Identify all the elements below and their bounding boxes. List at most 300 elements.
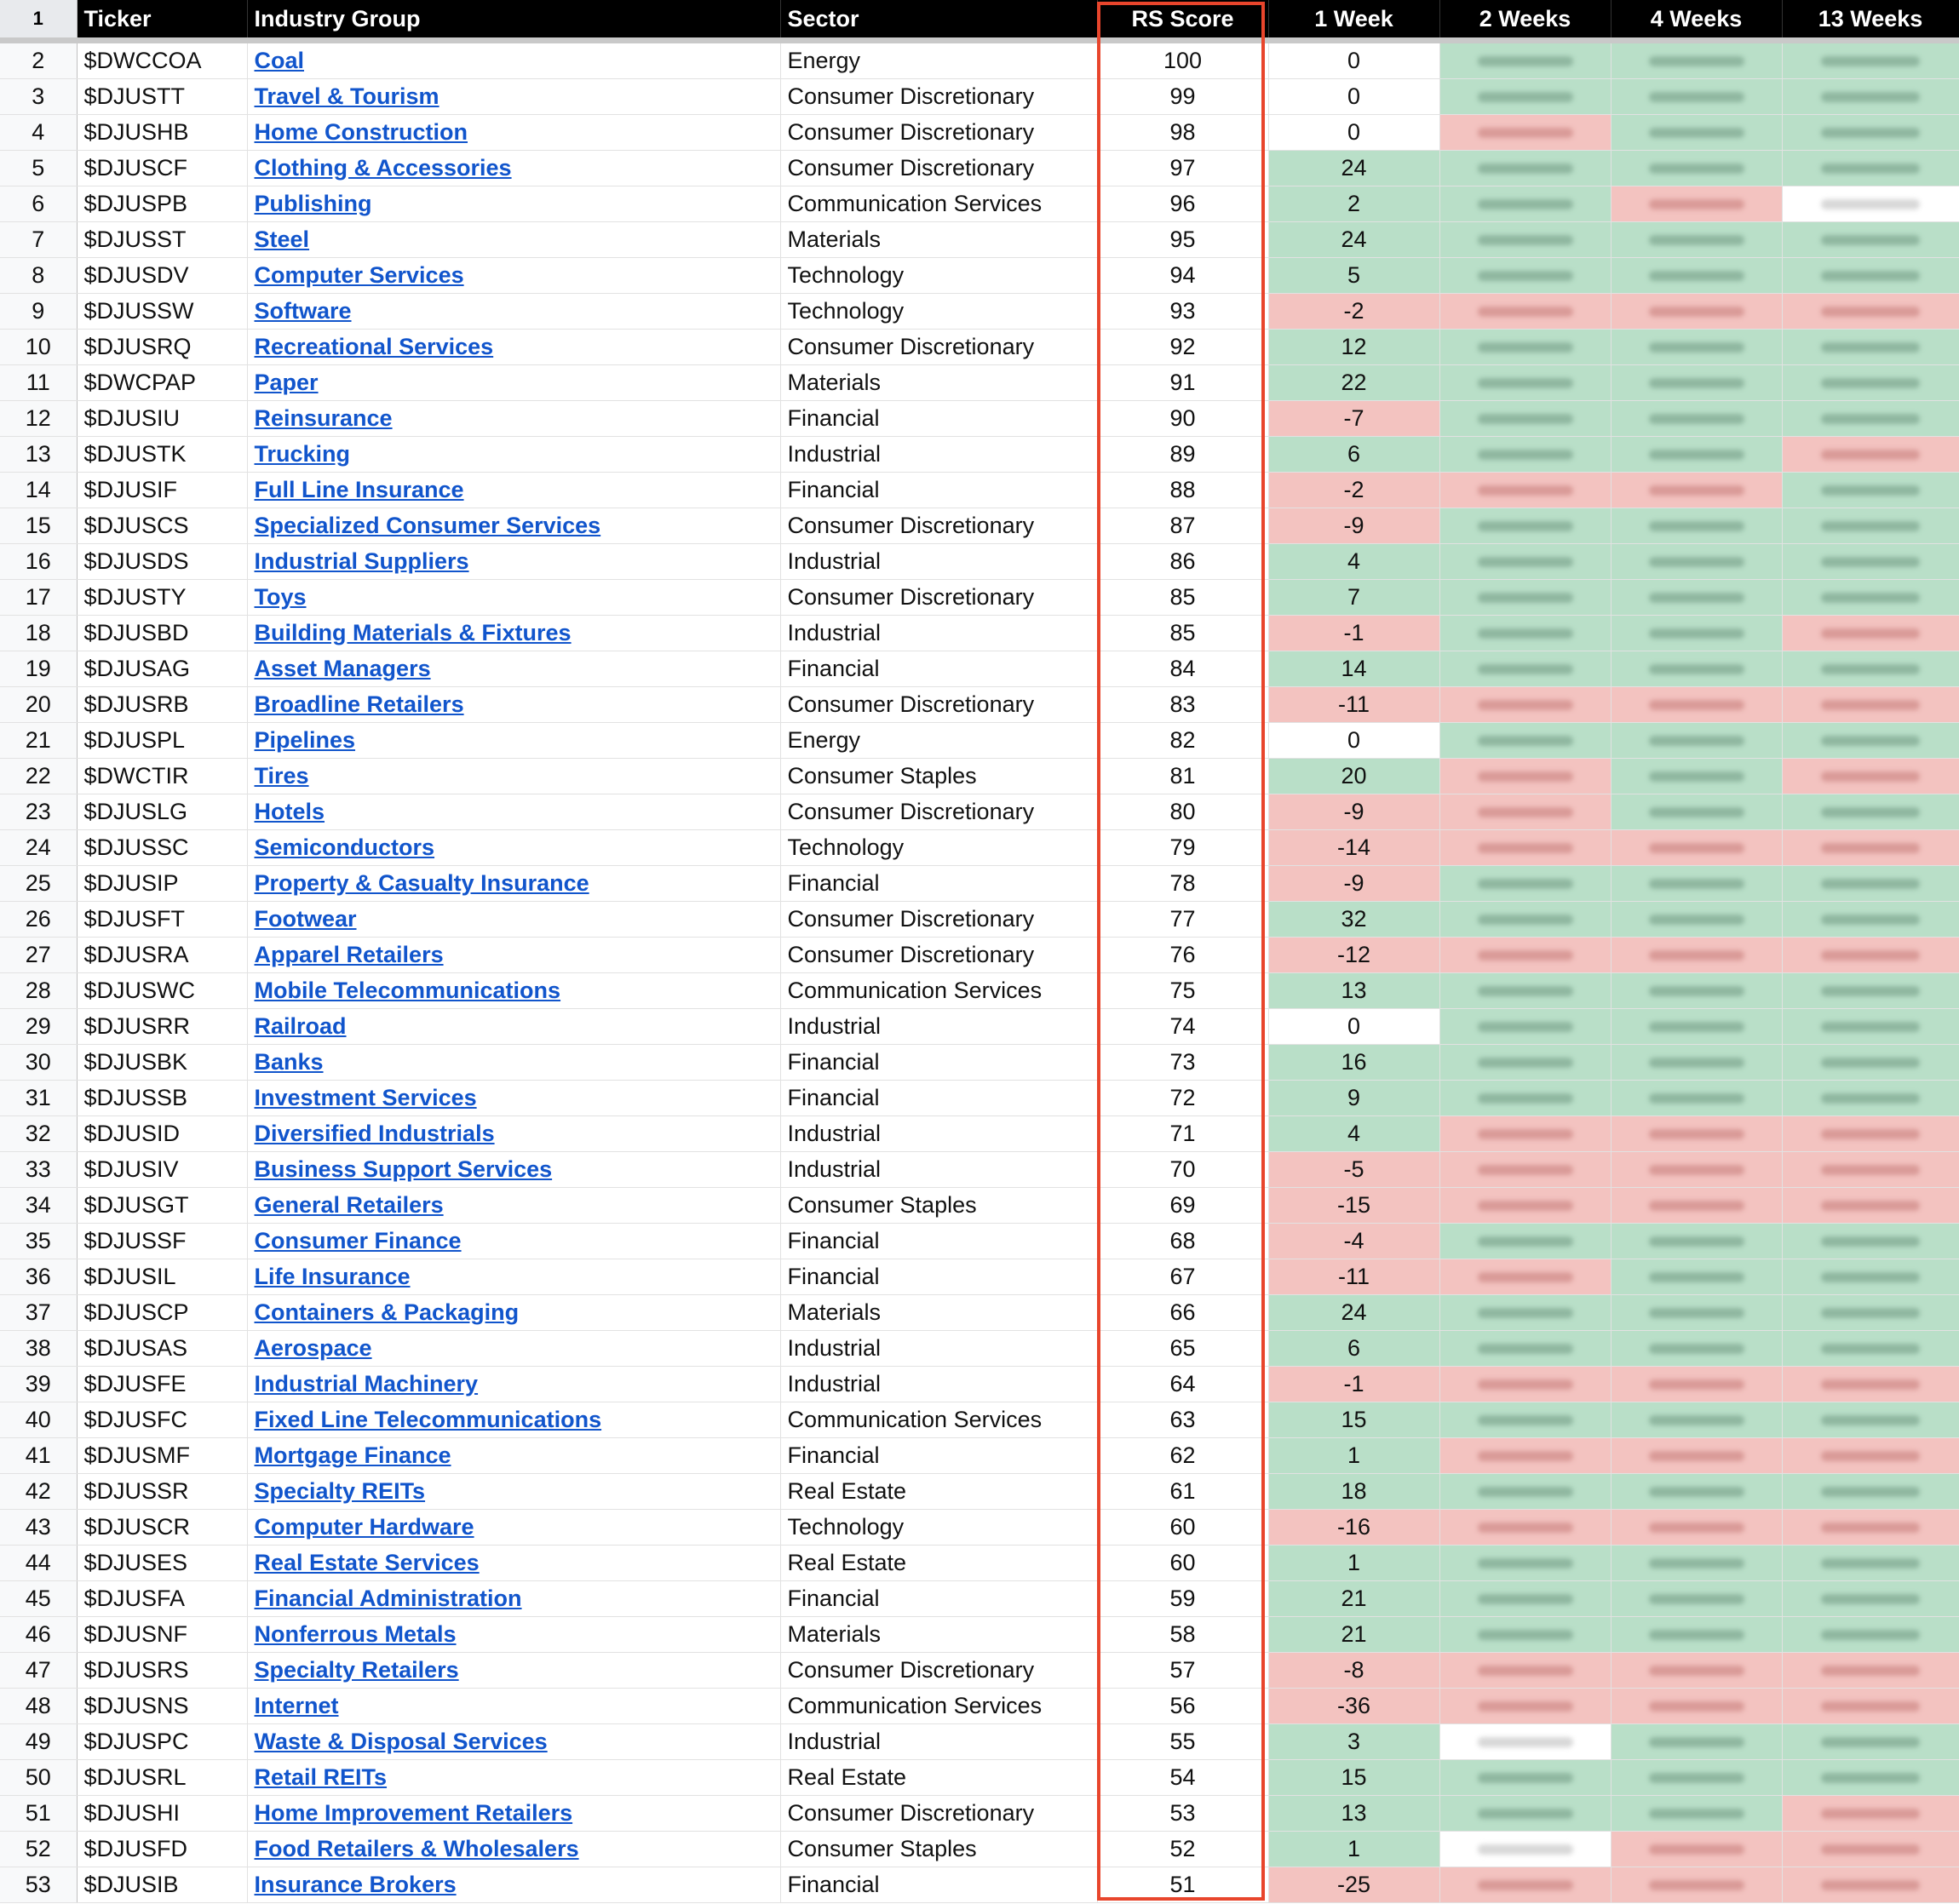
one-week-change-cell[interactable]: 24 [1268,1295,1439,1331]
thirteen-weeks-change-cell[interactable] [1782,1331,1959,1367]
two-weeks-change-cell[interactable] [1439,687,1611,723]
one-week-change-cell[interactable]: 0 [1268,1009,1439,1045]
two-weeks-change-cell[interactable] [1439,1689,1611,1724]
rs-score-cell[interactable]: 85 [1097,616,1268,651]
rs-score-cell[interactable]: 68 [1097,1224,1268,1259]
row-number[interactable]: 52 [0,1832,77,1867]
industry-group-link[interactable]: Steel [254,227,310,252]
row-number[interactable]: 37 [0,1295,77,1331]
two-weeks-change-cell[interactable] [1439,973,1611,1009]
one-week-change-cell[interactable]: 0 [1268,79,1439,115]
thirteen-weeks-change-cell[interactable] [1782,1760,1959,1796]
sector-cell[interactable]: Communication Services [780,973,1097,1009]
four-weeks-change-cell[interactable] [1611,473,1782,508]
rs-score-cell[interactable]: 82 [1097,723,1268,759]
ticker-cell[interactable]: $DWCTIR [77,759,247,794]
sector-cell[interactable]: Industrial [780,437,1097,473]
four-weeks-change-cell[interactable] [1611,1617,1782,1653]
one-week-change-cell[interactable]: -8 [1268,1653,1439,1689]
industry-group-link[interactable]: Trucking [254,441,351,467]
four-weeks-change-cell[interactable] [1611,580,1782,616]
row-number[interactable]: 20 [0,687,77,723]
industry-group-link[interactable]: Business Support Services [254,1156,553,1182]
two-weeks-change-cell[interactable] [1439,616,1611,651]
four-weeks-change-cell[interactable] [1611,1224,1782,1259]
row-number[interactable]: 40 [0,1402,77,1438]
thirteen-weeks-change-cell[interactable] [1782,1152,1959,1188]
rs-score-cell[interactable]: 53 [1097,1796,1268,1832]
row-number[interactable]: 45 [0,1581,77,1617]
thirteen-weeks-change-cell[interactable] [1782,1009,1959,1045]
rs-score-cell[interactable]: 72 [1097,1081,1268,1116]
sector-cell[interactable]: Consumer Discretionary [780,687,1097,723]
one-week-change-cell[interactable]: 18 [1268,1474,1439,1510]
industry-group-cell[interactable] [247,651,780,687]
row-number[interactable]: 36 [0,1259,77,1295]
two-weeks-change-cell[interactable] [1439,544,1611,580]
ticker-cell[interactable]: $DJUSBK [77,1045,247,1081]
four-weeks-change-cell[interactable] [1611,1796,1782,1832]
industry-group-link[interactable]: Insurance Brokers [254,1872,457,1897]
two-weeks-change-cell[interactable] [1439,508,1611,544]
rs-score-cell[interactable]: 96 [1097,186,1268,222]
four-weeks-change-cell[interactable] [1611,330,1782,365]
industry-group-link[interactable]: Specialty REITs [254,1478,426,1504]
four-weeks-change-cell[interactable] [1611,437,1782,473]
rs-score-cell[interactable]: 70 [1097,1152,1268,1188]
ticker-cell[interactable]: $DJUSSB [77,1081,247,1116]
thirteen-weeks-change-cell[interactable] [1782,1259,1959,1295]
rs-score-cell[interactable]: 90 [1097,401,1268,437]
row-number[interactable]: 30 [0,1045,77,1081]
two-weeks-change-cell[interactable] [1439,830,1611,866]
two-weeks-change-cell[interactable] [1439,1546,1611,1581]
thirteen-weeks-change-cell[interactable] [1782,1367,1959,1402]
sector-cell[interactable]: Energy [780,41,1097,79]
row-number[interactable]: 43 [0,1510,77,1546]
industry-group-cell[interactable] [247,115,780,151]
industry-group-link[interactable]: Paper [254,370,319,395]
industry-group-cell[interactable] [247,1331,780,1367]
row-number[interactable]: 9 [0,294,77,330]
thirteen-weeks-change-cell[interactable] [1782,1224,1959,1259]
industry-group-link[interactable]: Industrial Machinery [254,1371,479,1396]
sector-cell[interactable]: Consumer Discretionary [780,151,1097,186]
row-number[interactable]: 19 [0,651,77,687]
industry-group-link[interactable]: Containers & Packaging [254,1299,520,1325]
row-number[interactable]: 48 [0,1689,77,1724]
rs-score-cell[interactable]: 74 [1097,1009,1268,1045]
ticker-cell[interactable]: $DJUSRL [77,1760,247,1796]
ticker-cell[interactable]: $DJUSCP [77,1295,247,1331]
one-week-change-cell[interactable]: 20 [1268,759,1439,794]
rs-score-cell[interactable]: 73 [1097,1045,1268,1081]
thirteen-weeks-change-cell[interactable] [1782,1045,1959,1081]
row-number[interactable]: 18 [0,616,77,651]
industry-group-link[interactable]: Mortgage Finance [254,1442,451,1468]
thirteen-weeks-change-cell[interactable] [1782,544,1959,580]
thirteen-weeks-change-cell[interactable] [1782,1689,1959,1724]
one-week-change-cell[interactable]: -12 [1268,938,1439,973]
ticker-cell[interactable]: $DJUSCF [77,151,247,186]
one-week-change-cell[interactable]: 4 [1268,1116,1439,1152]
rs-score-cell[interactable]: 64 [1097,1367,1268,1402]
four-weeks-header[interactable]: 4 Weeks [1611,0,1782,41]
one-week-change-cell[interactable]: -14 [1268,830,1439,866]
one-week-change-cell[interactable]: -9 [1268,794,1439,830]
sector-cell[interactable]: Financial [780,473,1097,508]
row-number[interactable]: 25 [0,866,77,902]
four-weeks-change-cell[interactable] [1611,1009,1782,1045]
rs-score-cell[interactable]: 59 [1097,1581,1268,1617]
one-week-change-cell[interactable]: 21 [1268,1617,1439,1653]
four-weeks-change-cell[interactable] [1611,1259,1782,1295]
row-number[interactable]: 4 [0,115,77,151]
industry-group-cell[interactable] [247,1402,780,1438]
industry-group-link[interactable]: Diversified Industrials [254,1121,495,1146]
sector-cell[interactable]: Consumer Discretionary [780,580,1097,616]
row-number[interactable]: 50 [0,1760,77,1796]
four-weeks-change-cell[interactable] [1611,616,1782,651]
sector-cell[interactable]: Consumer Discretionary [780,1653,1097,1689]
four-weeks-change-cell[interactable] [1611,1581,1782,1617]
sector-cell[interactable]: Consumer Discretionary [780,79,1097,115]
one-week-change-cell[interactable]: -7 [1268,401,1439,437]
thirteen-weeks-change-cell[interactable] [1782,401,1959,437]
four-weeks-change-cell[interactable] [1611,651,1782,687]
thirteen-weeks-change-cell[interactable] [1782,1188,1959,1224]
industry-group-link[interactable]: Life Insurance [254,1264,411,1289]
thirteen-weeks-change-cell[interactable] [1782,1474,1959,1510]
ticker-cell[interactable]: $DJUSMF [77,1438,247,1474]
row-number[interactable]: 51 [0,1796,77,1832]
two-weeks-change-cell[interactable] [1439,1581,1611,1617]
rs-score-cell[interactable]: 57 [1097,1653,1268,1689]
industry-group-link[interactable]: Specialized Consumer Services [254,513,601,538]
one-week-change-cell[interactable]: -9 [1268,508,1439,544]
ticker-header[interactable]: Ticker [77,0,247,41]
rs-score-cell[interactable]: 54 [1097,1760,1268,1796]
ticker-cell[interactable]: $DJUSIV [77,1152,247,1188]
one-week-change-cell[interactable]: -5 [1268,1152,1439,1188]
two-weeks-change-cell[interactable] [1439,866,1611,902]
thirteen-weeks-change-cell[interactable] [1782,186,1959,222]
industry-group-cell[interactable] [247,1295,780,1331]
industry-group-cell[interactable] [247,294,780,330]
thirteen-weeks-change-cell[interactable] [1782,866,1959,902]
one-week-change-cell[interactable]: -15 [1268,1188,1439,1224]
rs-score-cell[interactable]: 83 [1097,687,1268,723]
rs-score-cell[interactable]: 91 [1097,365,1268,401]
thirteen-weeks-change-cell[interactable] [1782,222,1959,258]
sector-cell[interactable]: Materials [780,1617,1097,1653]
ticker-cell[interactable]: $DJUSES [77,1546,247,1581]
industry-group-cell[interactable] [247,79,780,115]
two-weeks-change-cell[interactable] [1439,1474,1611,1510]
ticker-cell[interactable]: $DJUSIU [77,401,247,437]
industry-group-link[interactable]: Building Materials & Fixtures [254,620,572,645]
industry-group-cell[interactable] [247,973,780,1009]
industry-group-cell[interactable] [247,1152,780,1188]
industry-group-link[interactable]: Internet [254,1693,339,1718]
ticker-cell[interactable]: $DJUSIB [77,1867,247,1903]
industry-group-link[interactable]: Real Estate Services [254,1550,480,1575]
industry-group-link[interactable]: Aerospace [254,1335,372,1361]
ticker-cell[interactable]: $DJUSCS [77,508,247,544]
two-weeks-change-cell[interactable] [1439,902,1611,938]
rs-score-cell[interactable]: 86 [1097,544,1268,580]
four-weeks-change-cell[interactable] [1611,1295,1782,1331]
rs-score-cell[interactable]: 88 [1097,473,1268,508]
thirteen-weeks-change-cell[interactable] [1782,830,1959,866]
rs-score-cell[interactable]: 97 [1097,151,1268,186]
four-weeks-change-cell[interactable] [1611,1510,1782,1546]
rs-score-cell[interactable]: 65 [1097,1331,1268,1367]
industry-group-link[interactable]: Industrial Suppliers [254,548,469,574]
two-weeks-change-cell[interactable] [1439,1510,1611,1546]
rs-score-cell[interactable]: 95 [1097,222,1268,258]
row-number[interactable]: 47 [0,1653,77,1689]
four-weeks-change-cell[interactable] [1611,186,1782,222]
industry-group-link[interactable]: Asset Managers [254,656,431,681]
one-week-change-cell[interactable]: -11 [1268,1259,1439,1295]
two-weeks-change-cell[interactable] [1439,365,1611,401]
ticker-cell[interactable]: $DJUSFA [77,1581,247,1617]
two-weeks-change-cell[interactable] [1439,1617,1611,1653]
four-weeks-change-cell[interactable] [1611,759,1782,794]
sector-cell[interactable]: Industrial [780,1152,1097,1188]
thirteen-weeks-change-cell[interactable] [1782,1617,1959,1653]
ticker-cell[interactable]: $DJUSGT [77,1188,247,1224]
industry-group-cell[interactable] [247,1832,780,1867]
thirteen-weeks-change-cell[interactable] [1782,687,1959,723]
four-weeks-change-cell[interactable] [1611,1653,1782,1689]
thirteen-weeks-change-cell[interactable] [1782,437,1959,473]
four-weeks-change-cell[interactable] [1611,1832,1782,1867]
four-weeks-change-cell[interactable] [1611,1081,1782,1116]
industry-group-link[interactable]: Consumer Finance [254,1228,462,1253]
rs-score-cell[interactable]: 60 [1097,1546,1268,1581]
sector-cell[interactable]: Financial [780,1867,1097,1903]
rs-score-cell[interactable]: 100 [1097,41,1268,79]
sector-cell[interactable]: Financial [780,1224,1097,1259]
sector-cell[interactable]: Real Estate [780,1760,1097,1796]
ticker-cell[interactable]: $DJUSNF [77,1617,247,1653]
industry-group-link[interactable]: Nonferrous Metals [254,1621,457,1647]
thirteen-weeks-change-cell[interactable] [1782,651,1959,687]
two-weeks-change-cell[interactable] [1439,1724,1611,1760]
row-number[interactable]: 35 [0,1224,77,1259]
thirteen-weeks-change-cell[interactable] [1782,1832,1959,1867]
two-weeks-change-cell[interactable] [1439,79,1611,115]
industry-group-cell[interactable] [247,1653,780,1689]
industry-group-link[interactable]: Travel & Tourism [254,83,439,109]
sector-cell[interactable]: Consumer Staples [780,759,1097,794]
industry-group-link[interactable]: Mobile Telecommunications [254,978,561,1003]
industry-group-cell[interactable] [247,938,780,973]
rs-score-cell[interactable]: 98 [1097,115,1268,151]
sector-cell[interactable]: Communication Services [780,186,1097,222]
ticker-cell[interactable]: $DJUSST [77,222,247,258]
ticker-cell[interactable]: $DWCPAP [77,365,247,401]
two-weeks-change-cell[interactable] [1439,1367,1611,1402]
row-number[interactable]: 17 [0,580,77,616]
two-weeks-change-cell[interactable] [1439,1796,1611,1832]
thirteen-weeks-change-cell[interactable] [1782,1116,1959,1152]
ticker-cell[interactable]: $DJUSHI [77,1796,247,1832]
thirteen-weeks-change-cell[interactable] [1782,508,1959,544]
industry-group-link[interactable]: Waste & Disposal Services [254,1729,548,1754]
thirteen-weeks-change-cell[interactable] [1782,1510,1959,1546]
thirteen-weeks-change-cell[interactable] [1782,723,1959,759]
ticker-cell[interactable]: $DJUSSC [77,830,247,866]
four-weeks-change-cell[interactable] [1611,866,1782,902]
sector-cell[interactable]: Industrial [780,1116,1097,1152]
two-weeks-change-cell[interactable] [1439,651,1611,687]
row-number[interactable]: 11 [0,365,77,401]
industry-group-cell[interactable] [247,1796,780,1832]
thirteen-weeks-change-cell[interactable] [1782,473,1959,508]
two-weeks-header[interactable]: 2 Weeks [1439,0,1611,41]
one-week-change-cell[interactable]: 0 [1268,41,1439,79]
industry-group-link[interactable]: Clothing & Accessories [254,155,512,181]
thirteen-weeks-change-cell[interactable] [1782,1546,1959,1581]
rs-score-cell[interactable]: 75 [1097,973,1268,1009]
row-number[interactable]: 12 [0,401,77,437]
four-weeks-change-cell[interactable] [1611,723,1782,759]
industry-group-cell[interactable] [247,1367,780,1402]
one-week-change-cell[interactable]: 16 [1268,1045,1439,1081]
row-number[interactable]: 49 [0,1724,77,1760]
rs-score-cell[interactable]: 99 [1097,79,1268,115]
industry-group-link[interactable]: Fixed Line Telecommunications [254,1407,602,1432]
row-number[interactable]: 8 [0,258,77,294]
row-number[interactable]: 24 [0,830,77,866]
ticker-cell[interactable]: $DJUSPB [77,186,247,222]
row-number[interactable]: 34 [0,1188,77,1224]
industry-group-cell[interactable] [247,902,780,938]
sector-cell[interactable]: Materials [780,365,1097,401]
row-number[interactable]: 23 [0,794,77,830]
industry-group-cell[interactable] [247,473,780,508]
sector-cell[interactable]: Industrial [780,1331,1097,1367]
sector-cell[interactable]: Technology [780,1510,1097,1546]
one-week-change-cell[interactable]: 0 [1268,723,1439,759]
two-weeks-change-cell[interactable] [1439,723,1611,759]
thirteen-weeks-change-cell[interactable] [1782,1867,1959,1903]
industry-group-cell[interactable] [247,1724,780,1760]
one-week-change-cell[interactable]: 32 [1268,902,1439,938]
ticker-cell[interactable]: $DJUSRB [77,687,247,723]
one-week-change-cell[interactable]: 0 [1268,115,1439,151]
industry-group-link[interactable]: Footwear [254,906,357,932]
sector-cell[interactable]: Industrial [780,616,1097,651]
one-week-change-cell[interactable]: -11 [1268,687,1439,723]
industry-group-cell[interactable] [247,866,780,902]
industry-group-link[interactable]: Retail REITs [254,1764,388,1790]
two-weeks-change-cell[interactable] [1439,580,1611,616]
thirteen-weeks-change-cell[interactable] [1782,79,1959,115]
thirteen-weeks-change-cell[interactable] [1782,902,1959,938]
ticker-cell[interactable]: $DJUSRQ [77,330,247,365]
rs-score-cell[interactable]: 67 [1097,1259,1268,1295]
row-number[interactable]: 14 [0,473,77,508]
sector-cell[interactable]: Technology [780,258,1097,294]
industry-group-cell[interactable] [247,437,780,473]
four-weeks-change-cell[interactable] [1611,401,1782,437]
two-weeks-change-cell[interactable] [1439,437,1611,473]
one-week-change-cell[interactable]: -36 [1268,1689,1439,1724]
thirteen-weeks-change-cell[interactable] [1782,759,1959,794]
sector-cell[interactable]: Financial [780,1581,1097,1617]
row-number[interactable]: 22 [0,759,77,794]
industry-group-link[interactable]: Apparel Retailers [254,942,444,967]
one-week-change-cell[interactable]: 14 [1268,651,1439,687]
two-weeks-change-cell[interactable] [1439,1653,1611,1689]
ticker-cell[interactable]: $DJUSCR [77,1510,247,1546]
row-number[interactable]: 15 [0,508,77,544]
ticker-cell[interactable]: $DJUSSF [77,1224,247,1259]
row-number[interactable]: 26 [0,902,77,938]
two-weeks-change-cell[interactable] [1439,1045,1611,1081]
one-week-change-cell[interactable]: 6 [1268,1331,1439,1367]
sector-cell[interactable]: Consumer Discretionary [780,938,1097,973]
one-week-change-cell[interactable]: 9 [1268,1081,1439,1116]
thirteen-weeks-change-cell[interactable] [1782,1402,1959,1438]
industry-group-cell[interactable] [247,830,780,866]
four-weeks-change-cell[interactable] [1611,1331,1782,1367]
sector-cell[interactable]: Consumer Discretionary [780,1796,1097,1832]
two-weeks-change-cell[interactable] [1439,1116,1611,1152]
industry-group-cell[interactable] [247,1510,780,1546]
one-week-change-cell[interactable]: 24 [1268,222,1439,258]
four-weeks-change-cell[interactable] [1611,1724,1782,1760]
sector-cell[interactable]: Materials [780,222,1097,258]
two-weeks-change-cell[interactable] [1439,258,1611,294]
industry-group-cell[interactable] [247,258,780,294]
four-weeks-change-cell[interactable] [1611,973,1782,1009]
four-weeks-change-cell[interactable] [1611,222,1782,258]
sector-cell[interactable]: Consumer Staples [780,1832,1097,1867]
ticker-cell[interactable]: $DJUSRR [77,1009,247,1045]
row-number-header[interactable]: 1 [0,0,77,41]
two-weeks-change-cell[interactable] [1439,1188,1611,1224]
four-weeks-change-cell[interactable] [1611,544,1782,580]
ticker-cell[interactable]: $DJUSFT [77,902,247,938]
sector-cell[interactable]: Materials [780,1295,1097,1331]
industry-group-cell[interactable] [247,1474,780,1510]
two-weeks-change-cell[interactable] [1439,1081,1611,1116]
sector-cell[interactable]: Consumer Discretionary [780,508,1097,544]
rs-score-cell[interactable]: 63 [1097,1402,1268,1438]
one-week-change-cell[interactable]: 13 [1268,1796,1439,1832]
four-weeks-change-cell[interactable] [1611,1474,1782,1510]
industry-group-cell[interactable] [247,151,780,186]
industry-group-cell[interactable] [247,1689,780,1724]
industry-group-link[interactable]: Food Retailers & Wholesalers [254,1836,579,1861]
one-week-change-cell[interactable]: 1 [1268,1438,1439,1474]
row-number[interactable]: 41 [0,1438,77,1474]
industry-group-cell[interactable] [247,401,780,437]
industry-group-cell[interactable] [247,1259,780,1295]
sector-cell[interactable]: Financial [780,1438,1097,1474]
thirteen-weeks-change-cell[interactable] [1782,151,1959,186]
one-week-change-cell[interactable]: -2 [1268,294,1439,330]
ticker-cell[interactable]: $DJUSPL [77,723,247,759]
rs-score-cell[interactable]: 92 [1097,330,1268,365]
industry-group-link[interactable]: Home Improvement Retailers [254,1800,573,1826]
row-number[interactable]: 6 [0,186,77,222]
